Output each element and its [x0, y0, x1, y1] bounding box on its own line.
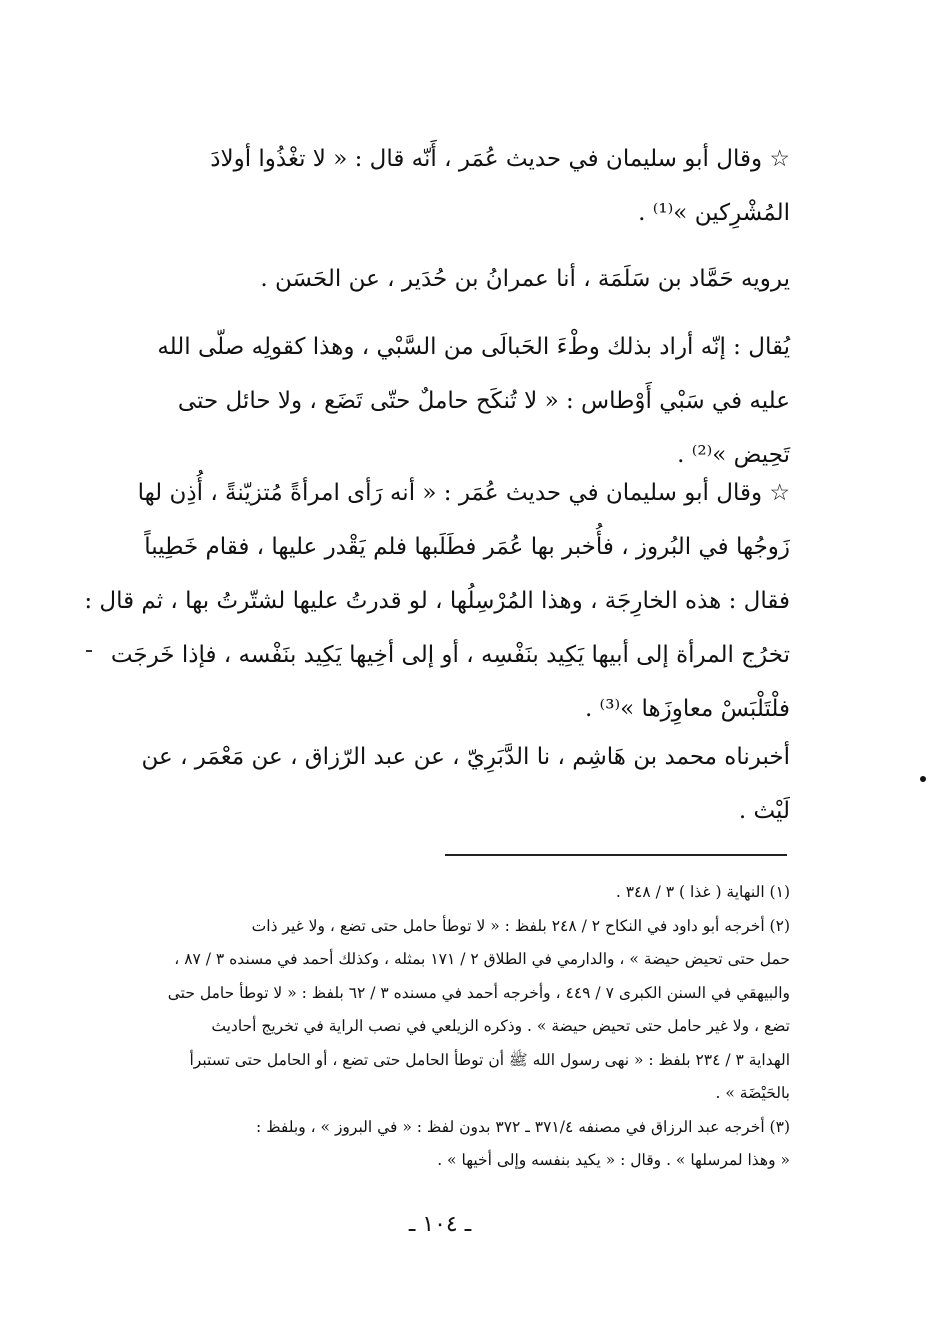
footnote-line: (٢) أخرجه أبو داود في النكاح ٢ / ٢٤٨ بلفظ : « لا توطأ حامل حتى تضع ، ولا غير ذات	[251, 916, 790, 935]
text-line: ☆ وقال أبو سليمان في حديث عُمَر : « أنه رَأى امرأةً مُتزيّنةً ، أُذِن لها	[137, 480, 790, 506]
scan-speck	[920, 776, 926, 782]
paragraph-hadith-omar-1	[110, 132, 790, 240]
footnote-line: حمل حتى تحيض حيضة » ، والدارمي في الطلاق ٢ / ١٧١ بمثله ، وكذلك أحمد في مسنده ٣ / ٨٧ ،	[174, 950, 790, 968]
text-line: تَحِيض »⁽²⁾ .	[677, 442, 790, 468]
footnote-separator	[445, 854, 787, 856]
paragraph-isnad-1	[110, 252, 790, 306]
paragraph-explanation	[110, 320, 790, 482]
text-line: أخبرناه محمد بن هَاشِم ، نا الدَّبَرِيّ ، عن عبد الرّزاق ، عن مَعْمَر ، عن	[141, 744, 790, 770]
footnote-line: بالحَيْضَة » .	[715, 1084, 790, 1102]
text-line: فقال : هذه الخارِجَة ، وهذا المُرْسِلُها ، لو قدرتُ عليها لشتّرتُ بها ، ثم قال :	[84, 588, 790, 614]
footnote-line: تضع ، ولا غير حامل حتى تحيض حيضة » . وذكره الزيلعي في نصب الراية في تخريج أحاديث	[211, 1017, 790, 1035]
text-line: زَوجُها في البُروز ، فأُخبر بها عُمَر فطَلَبها فلم يَقْدر عليها ، فقام خَطِيباً	[144, 534, 790, 560]
text-line: لَيْث .	[738, 798, 790, 824]
text-line: فلْتَلْبَسْ معاوِزَها »⁽³⁾ .	[584, 696, 790, 722]
footnotes	[108, 876, 790, 1178]
footnote-line: « وهذا لمرسلها » . وقال : « يكيد بنفسه وإلى أخيها » .	[437, 1151, 790, 1169]
text-line: ☆ وقال أبو سليمان في حديث عُمَر ، أَنّه قال : « لا تغْذُوا أولادَ	[210, 146, 790, 172]
footnote-line: (٣) أخرجه عبد الرزاق في مصنفه ٣٧١/٤ ـ ٣٧٢ بدون لفظ : « في البروز » ، وبلفظ :	[256, 1117, 790, 1136]
text-line: عليه في سَبْي أَوْطاس : « لا تُنكَح حاملٌ حتّى تَضَع ، ولا حائل حتى	[177, 388, 790, 414]
text-line: المُشْرِكين »⁽¹⁾ .	[638, 200, 790, 226]
footnote-line: (١) النهاية ( غذا ) ٣ / ٣٤٨ .	[615, 883, 790, 901]
paragraph-hadith-omar-2	[84, 466, 790, 736]
text-line: يرويه حَمَّاد بن سَلَمَة ، أنا عمرانُ بن حُدَير ، عن الحَسَن .	[260, 266, 790, 292]
page-number: ـ ١٠٤ ـ	[408, 1212, 472, 1237]
footnote-line: والبيهقي في السنن الكبرى ٧ / ٤٤٩ ، وأخرجه أحمد في مسنده ٣ / ٦٢ بلفظ : « لا توطأ حامل حتى	[167, 983, 790, 1002]
paragraph-isnad-2	[110, 730, 790, 838]
text-line: تخرُج المرأة إلى أبيها يَكِيد بنَفْسِه ، أو إلى أخِيها يَكِيد بنَفْسه ، فإذا خَرجَت	[110, 642, 790, 668]
text-line: يُقال : إنّه أراد بذلك وطْءَ الحَبالَى من السَّبْي ، وهذا كقولِه صلّى الله	[157, 334, 790, 360]
footnote-line: الهداية ٣ / ٢٣٤ بلفظ : « نهى رسول الله ﷺ أن توطأ الحامل حتى تضع ، أو الحامل حتى تستبرأ	[189, 1050, 790, 1069]
scan-mark	[86, 650, 92, 652]
